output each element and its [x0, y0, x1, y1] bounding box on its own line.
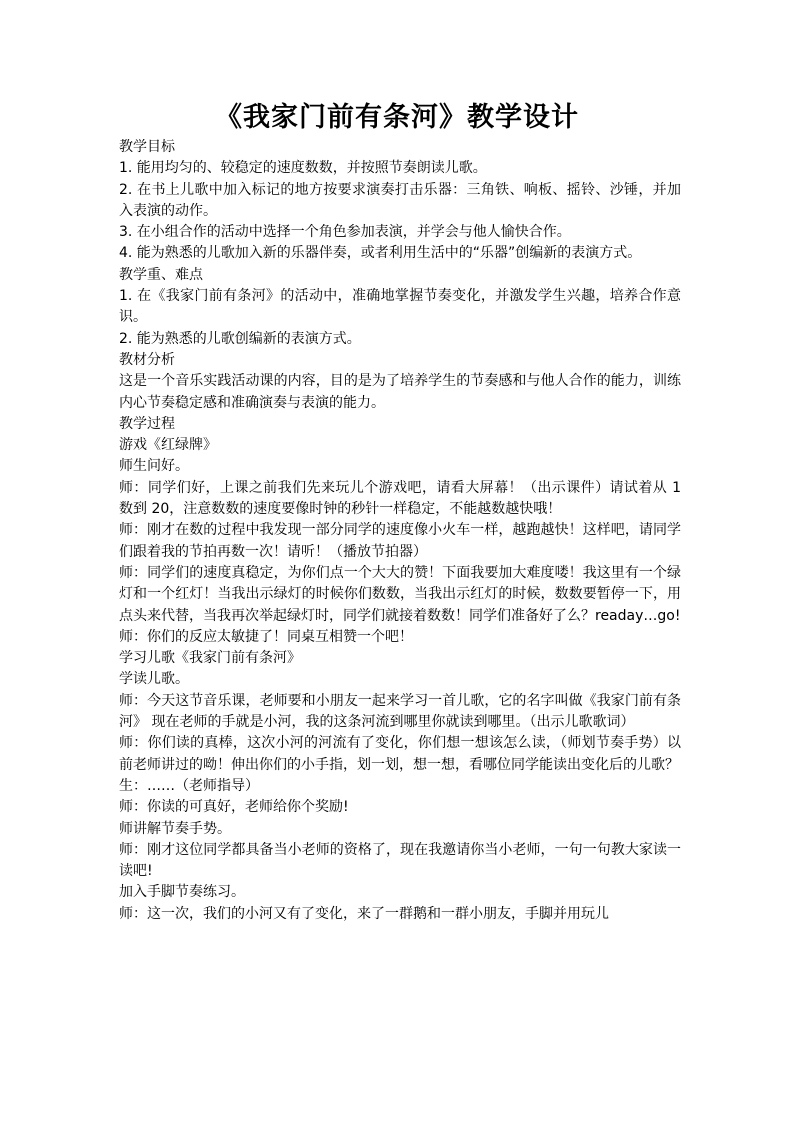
paragraph: 2. 在书上儿歌中加入标记的地方按要求演奏打击乐器：三角铁、响板、摇铃、沙锤，并加入表演的动作。	[119, 181, 681, 219]
paragraph: 2. 能为熟悉的儿歌创编新的表演方式。	[119, 330, 361, 347]
paragraph: 3. 在小组合作的活动中选择一个角色参加表演，并学会与他人愉快合作。	[119, 224, 571, 241]
paragraph: 加入手脚节奏练习。	[119, 884, 245, 901]
paragraph: 师生问好。	[119, 458, 189, 475]
paragraph: 师：同学们好，上课之前我们先来玩儿个游戏吧，请看大屏幕！（出示课件）请试着从 1 数到 20，注意数数的速度要像时钟的秒针一样稳定，不能越数越快哦！	[119, 479, 681, 518]
paragraph: 师：刚才在数的过程中我发现一部分同学的速度像小火车一样，越跑越快！这样吧，请同学们跟着我的节拍再数一次！请听！（播放节拍器）	[119, 522, 681, 560]
paragraph: 4. 能为熟悉的儿歌加入新的乐器伴奏，或者利用生活中的“乐器”创编新的表演方式。	[119, 245, 642, 262]
paragraph: 师：你们的反应太敏捷了！同桌互相赞一个吧！	[119, 628, 413, 645]
paragraph: 生：……（老师指导）	[119, 777, 259, 794]
section-heading-key-points: 教学重、难点	[119, 266, 203, 283]
paragraph: 师：今天这节音乐课，老师要和小朋友一起来学习一首儿歌，它的名字叫做《我家门前有条河》 现在老师的手就是小河，我的这条河流到哪里你就读到哪里。（出示儿歌歌词）	[119, 692, 681, 731]
document-body	[119, 137, 681, 925]
paragraph: 师：你读的可真好，老师给你个奖励!	[119, 799, 349, 816]
paragraph: 学习儿歌《我家门前有条河》	[119, 650, 301, 667]
section-heading-material-analysis: 教材分析	[119, 351, 175, 368]
paragraph: 这是一个音乐实践活动课的内容，目的是为了培养学生的节奏感和与他人合作的能力，训练内心节奏稳定感和准确演奏与表演的能力。	[119, 373, 681, 411]
paragraph: 师：你们读的真棒，这次小河的河流有了变化，你们想一想该怎么读，（师划节奏手势）以前老师讲过的呦！伸出你们的小手指，划一划，想一想，看哪位同学能读出变化后的儿歌？	[119, 735, 681, 773]
paragraph: 游戏《红绿牌》	[119, 437, 217, 454]
paragraph: 学读儿歌。	[119, 671, 189, 688]
paragraph: 1. 能用均匀的、较稳定的速度数数，并按照节奏朗读儿歌。	[119, 160, 487, 177]
document-title: 《我家门前有条河》教学设计	[215, 102, 579, 133]
paragraph: 1. 在《我家门前有条河》的活动中，准确地掌握节奏变化，并激发学生兴趣，培养合作意识。	[119, 288, 681, 326]
paragraph: 师：刚才这位同学都具备当小老师的资格了，现在我邀请你当小老师，一句一句教大家读一读吧!	[119, 841, 681, 880]
paragraph: 师：这一次，我们的小河又有了变化，来了一群鹅和一群小朋友，手脚并用玩儿	[119, 905, 609, 922]
paragraph: 师讲解节奏手势。	[119, 820, 231, 837]
paragraph: 师：同学们的速度真稳定，为你们点一个大大的赞！下面我要加大难度喽！我这里有一个绿灯和一个红灯！当我出示绿灯的时候你们数数，当我出示红灯的时候，数数要暂停一下，用点头来代替，当我再次举起绿灯时，同学们就接着数数！同学们准备好了么？readay…go!	[119, 564, 681, 624]
section-heading-teaching-process: 教学过程	[119, 415, 175, 432]
section-heading-objectives: 教学目标	[119, 139, 175, 155]
